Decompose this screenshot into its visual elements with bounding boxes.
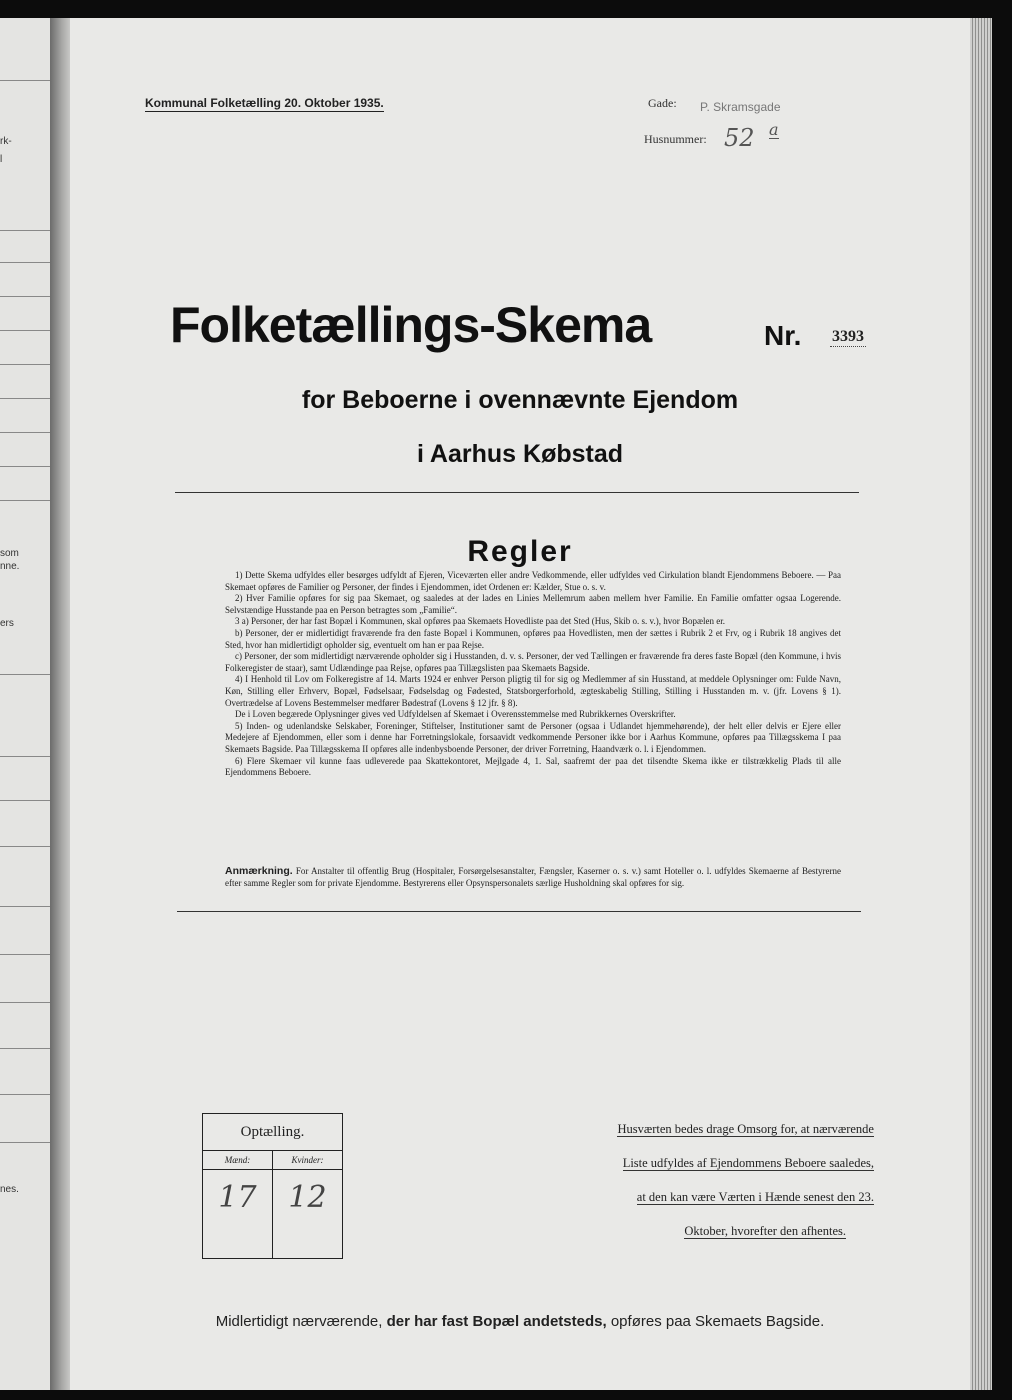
left-page-rule <box>0 1094 50 1095</box>
form-location: i Aarhus Købstad <box>416 440 624 468</box>
rules-heading: Regler <box>467 535 573 568</box>
count-title: Optælling. <box>203 1114 342 1151</box>
remark-label: Anmærkning. <box>225 865 293 877</box>
notice-line: at den kan være Værten i Hænde senest den 23. <box>636 1190 874 1204</box>
left-page-rule <box>0 674 50 675</box>
left-page-rule <box>0 262 50 263</box>
footer-part: Midlertidigt nærværende, <box>215 1313 387 1330</box>
left-page-text: l <box>0 154 3 165</box>
rules-body <box>225 570 841 779</box>
count-box <box>202 1113 343 1259</box>
rule-paragraph: De i Loven begærede Oplysninger gives ved Udfyldelsen af Skemaet i Overensstemmelse med Rubrikkernes Overskrifter. <box>235 709 676 720</box>
left-page-rule <box>0 1142 50 1143</box>
left-page-rule <box>0 398 50 399</box>
house-number-suffix: a <box>769 120 779 139</box>
rule-paragraph: 1) Dette Skema udfyldes eller besørges udfyldt af Ejeren, Viceværten eller andre Vedkommende, eller udfyldes ved Cirkulation blandt Ejendommens Beboere. — Paa Skemaet opføres de Familier og Personer, der findes i Ejendommen, idet Ordenen er: Kælder, Stue o. s. v. <box>225 570 841 592</box>
footer-note <box>70 1313 970 1330</box>
left-page-rule <box>0 80 50 81</box>
left-page-rule <box>0 846 50 847</box>
street-label: Gade: <box>648 96 677 110</box>
form-number-label: Nr. <box>764 320 802 351</box>
remark-text: For Anstalter til offentlig Brug (Hospitaler, Forsørgelsesanstalter, Fængsler, Kaserner o. s. v.) samt Hoteller o. l. udfyldes Skemaerne af Bestyrerne efter samme Regler som for private Ejendomme. Bestyrerens eller Opsynspersonalets særlige Husholdning skal opføres for sig. <box>225 866 842 888</box>
left-page-text: nes. <box>0 1184 19 1195</box>
left-page-rule <box>0 800 50 801</box>
divider-top <box>175 492 859 493</box>
left-page-rule <box>0 296 50 297</box>
left-page-rule <box>0 1048 50 1049</box>
form-subtitle: for Beboerne i ovennævnte Ejendom <box>301 386 739 414</box>
left-page-text: rk- <box>0 136 12 147</box>
left-page-rule <box>0 500 50 501</box>
rule-paragraph: 3 a) Personer, der har fast Bopæl i Kommunen, skal opføres paa Skemaets Hovedliste paa det Sted (Hus, Skib o. s. v.), hvor Bopælen er. <box>235 616 725 627</box>
rule-paragraph: c) Personer, der som midlertidigt nærværende opholder sig i Husstanden, d. v. s. Personer, der ved Tællingen er fraværende fra deres faste Bopæl (den Kommune, i hvis Folkeregister de staar), samt Udlændinge paa Rejse, opføres paa Tillægslisten paa Skemaets Bagside. <box>225 651 841 673</box>
rule-paragraph: 6) Flere Skemaer vil kunne faas udleverede paa Skattekontoret, Mejlgade 4, 1. Sal, saafremt der paa det tilsendte Skema ikke er tilstrækkelig Plads til alle Ejendommens Beboere. <box>225 755 841 778</box>
left-page-text: nne. <box>0 561 20 572</box>
street-value: P. Skramsgade <box>700 100 781 114</box>
house-number-value: 52 <box>724 124 755 152</box>
left-page-rule <box>0 466 50 467</box>
rule-paragraph: b) Personer, der er midlertidigt fraværende fra den faste Bopæl i Kommunen, opføres paa Hovedlisten, men der sættes i Rubrik 2 et Frv, og i Rubrik 18 angives det Sted, hvor han midlertidigt opholder sig, eventuelt om han er paa Rejse. <box>225 627 841 650</box>
footer-emphasis: der har fast Bopæl andetsteds, <box>386 1313 607 1330</box>
count-column-women <box>273 1151 342 1258</box>
left-page-rule <box>0 1002 50 1003</box>
landlord-notice <box>502 1116 874 1244</box>
page-edges <box>970 18 992 1390</box>
left-page-rule <box>0 330 50 331</box>
census-form-page <box>70 18 970 1390</box>
count-column-men <box>203 1151 273 1258</box>
notice-line: Husværten bedes drage Omsorg for, at nærværende <box>617 1122 874 1136</box>
house-number-label: Husnummer: <box>644 132 707 146</box>
census-header: Kommunal Folketælling 20. Oktober 1935. <box>145 96 384 110</box>
rule-paragraph: 4) I Henhold til Lov om Folkeregistre af 14. Marts 1924 er enhver Person pligtig til for sig og Medlemmer af sin Husstand, at meddele Oplysninger om: Fulde Navn, Køn, Stilling eller Erhverv, Bopæl, Fødselsaar, Fødselsdag og Fødested, Statsborgerforhold, ægteskabelig Stilling, Stilling i Husstanden m. v. (jfr. Lovens § 1). Overtrædelse af Lovens Bestemmelser medfører Bødestraf (Lovens § 12 jfr. § 8). <box>225 674 841 708</box>
notice-line: Liste udfyldes af Ejendommens Beboere saaledes, <box>622 1156 874 1170</box>
left-page-rule <box>0 230 50 231</box>
left-page-rule <box>0 906 50 907</box>
count-men-label: Mænd: <box>203 1151 272 1170</box>
left-page-rule <box>0 364 50 365</box>
count-men-value: 17 <box>218 1180 257 1215</box>
rule-paragraph: 2) Hver Familie opføres for sig paa Skemaet, og saaledes at der lades en Linies Mellemrum aaben mellem hver Familie. En Familie omfatter ogsaa Logerende. Selvstændige Husstande paa en Person betragtes som „Familie“. <box>225 593 841 615</box>
left-page-text: ers <box>0 618 14 629</box>
remark-block <box>225 866 841 889</box>
left-page-rule <box>0 432 50 433</box>
left-page-rule <box>0 954 50 955</box>
footer-part: opføres paa Skemaets Bagside. <box>606 1313 825 1330</box>
left-page-text: som <box>0 548 19 559</box>
count-women-label: Kvinder: <box>273 1151 342 1170</box>
divider-bottom <box>177 911 861 912</box>
rule-paragraph: 5) Inden- og udenlandske Selskaber, Foreninger, Stiftelser, Institutioner samt de Personer (ogsaa i Udlandet hjemmehørende), der helt eller delvis er Ejere eller Medejere af Ejendommen, eller som i denne har Forretningslokale, forsaavidt vedkommende Personer ikke bor i Aarhus Kommune, opføres paa Tillægsskema I paa Skemaets Bagside. Paa Tillægsskema II opføres alle indenbysboende Personer, der driver Forretning, Haandværk o. l. i Ejendommen. <box>225 720 841 754</box>
book-gutter <box>50 18 70 1390</box>
left-page-rule <box>0 756 50 757</box>
notice-line: Oktober, hvorefter den afhentes. <box>684 1224 846 1238</box>
form-number-value: 3393 <box>832 328 864 345</box>
form-title: Folketællings-Skema <box>170 297 652 353</box>
count-women-value: 12 <box>288 1180 327 1215</box>
left-page-fragment <box>0 18 51 1390</box>
